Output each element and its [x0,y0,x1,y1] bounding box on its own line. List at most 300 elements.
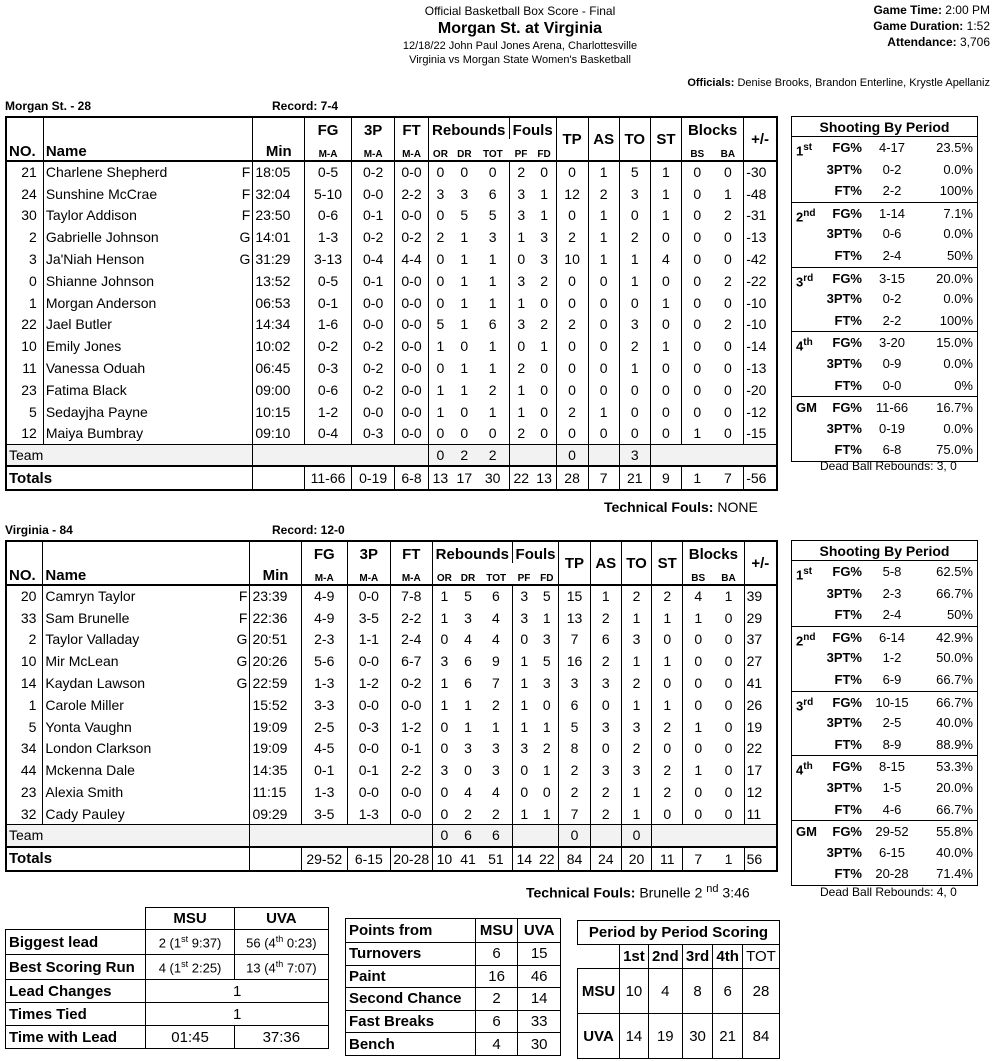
stat-pct: 15.0% [936,335,973,351]
stat-threep: 3-5 [347,607,390,629]
player-name-wrap [46,186,251,202]
player-name: Sunshine McCrae [45,185,158,202]
stat-ba: 2 [713,270,744,292]
player-name-wrap [45,653,247,669]
period-label [792,712,820,734]
col-ba: BA [713,139,744,161]
stat-made-att: 3-15 [878,270,906,286]
stat-ba: 0 [713,650,744,672]
period-scoring-title: Period by Period Scoring [578,921,780,945]
stat-threep: 0-0 [351,401,395,423]
period-sup: st [803,142,813,153]
points-uva: 33 [518,1010,561,1033]
stat-dr: 4 [464,631,472,648]
stat-made-att: 0-9 [882,355,902,371]
total-pm: 56 [744,847,777,871]
stat-as: 3 [590,672,621,694]
stat-dr: 6 [464,653,472,670]
player-row [6,803,777,825]
times-tied-row: Times Tied 1 [6,1003,329,1026]
shooting-row [792,583,977,605]
totals-row [6,847,777,871]
period-sup: nd [803,631,816,643]
points-from-label: Fast Breaks [346,1010,476,1033]
stat-or: 0 [428,248,452,270]
shooting-row [792,202,977,224]
period-label [792,288,820,310]
player-name: Shianne Johnson [45,272,155,289]
period-label [792,799,820,821]
player-row [6,270,777,292]
stat-label: FT% [834,607,862,623]
stat-plus-minus: 29 [744,607,777,629]
shooting-row [792,396,977,418]
player-name-cell [43,357,253,379]
stat-as: 2 [590,607,621,629]
player-name-wrap [46,295,251,311]
stat-dr: 1 [460,316,469,333]
stat-pct: 0.0% [943,226,973,242]
stat-fg: 4-9 [301,585,347,607]
stat-dr: 3 [464,609,472,626]
col-dr: DR [452,139,476,161]
team-label-msu: Morgan St. - 28 [5,99,92,113]
stat-dr: 5 [460,207,469,224]
player-number: 2 [6,629,43,651]
player-name: Vanessa Oduah [45,360,146,377]
stat-label: FG% [832,759,862,775]
stat-threep: 0-0 [351,183,395,205]
col-msu: MSU [475,919,518,943]
stat-pf: 1 [509,226,532,248]
stat-ft: 2-2 [390,759,432,781]
stat-to: 3 [619,314,650,336]
stat-made-att: 2-4 [882,607,902,623]
stat-plus-minus: 41 [744,672,777,694]
period-label [792,842,820,864]
stat-ba: 0 [713,738,744,760]
stat-ba: 0 [713,357,744,379]
team-blank-fouls [512,825,558,847]
totals-label: Totals [6,466,253,490]
stat-fg: 0-3 [305,357,352,379]
stat-dr: 0 [460,403,469,420]
player-name-cell [43,694,250,716]
shooting-row [792,180,977,202]
stat-made-att: 0-0 [882,377,902,393]
points-msu: 2 [475,988,518,1011]
stat-label: 3PT% [826,650,862,666]
player-number: 5 [6,401,43,423]
stat-label: FT% [834,312,862,328]
col-tot: TOT [476,139,509,161]
stat-to: 3 [619,183,650,205]
stat-fd: 0 [533,401,556,423]
stat-made-att: 0-2 [882,291,902,307]
stat-or: 0 [432,781,456,803]
stat-label: FG% [832,270,862,286]
stat-ba: 0 [713,401,744,423]
col-tp: TP [559,541,591,585]
stat-tp: 0 [556,357,588,379]
stat-tp: 0 [556,270,588,292]
stat-ft: 0-0 [390,803,432,825]
team-label: Team [6,444,253,466]
stat-pf: 3 [509,314,532,336]
stat-st: 0 [650,270,681,292]
total-tot: 51 [480,847,513,871]
stat-st: 0 [650,314,681,336]
total-or: 10 [432,847,456,871]
stat-plus-minus: -14 [744,335,777,357]
stat-minutes: 31:29 [253,248,305,270]
stat-minutes: 14:01 [253,226,305,248]
stat-tp: 10 [556,248,588,270]
total-st: 9 [650,466,681,490]
player-name-cell [43,423,253,445]
points-from-table [345,918,561,1056]
stat-dr: 4 [464,784,472,801]
stat-as: 0 [588,335,619,357]
stat-minutes: 32:04 [253,183,305,205]
stat-minutes: 22:59 [250,672,301,694]
col-ma: M-A [347,563,390,585]
stat-tot: 3 [476,226,509,248]
stat-ba: 0 [713,423,744,445]
player-name-wrap [45,588,247,604]
stat-ba: 0 [713,629,744,651]
game-duration: Game Duration: 1:52 [873,19,990,33]
player-name-wrap [46,273,251,289]
period-sup: rd [803,272,814,284]
stat-minutes: 20:26 [250,650,301,672]
stat-dr: 1 [460,294,469,311]
player-name: Camryn Taylor [45,588,136,605]
total-ba: 7 [713,466,744,490]
stat-bs: 0 [681,401,712,423]
stat-pf: 3 [512,738,535,760]
stat-st: 0 [652,738,683,760]
col-ma: M-A [305,139,352,161]
player-row [6,716,777,738]
col-ma: M-A [395,139,428,161]
period-label: 1st [796,142,813,159]
stat-label: FG% [832,824,862,840]
team-tp: 0 [556,444,588,466]
totals-label: Totals [6,847,250,871]
stat-ft: 0-0 [390,694,432,716]
period-score: 10 [620,969,649,1014]
stat-pct: 40.0% [936,844,973,860]
total-bs: 1 [681,466,712,490]
team-blank-end [650,444,777,466]
stat-plus-minus: 19 [744,716,777,738]
stat-ft: 0-0 [395,270,428,292]
stat-to: 2 [619,335,650,357]
stat-minutes: 19:09 [250,716,301,738]
stat-minutes: 06:45 [253,357,305,379]
player-name: Sedayjha Payne [45,403,148,420]
stat-pf: 3 [509,183,532,205]
player-name-wrap [46,360,251,376]
period-label [792,418,820,440]
points-from-row [346,943,561,966]
col-ma: M-A [390,563,432,585]
team-blank-as [590,825,621,847]
totals-blank-min [253,466,305,490]
stat-tp: 2 [556,401,588,423]
tech-fouls-uva: Technical Fouls: Brunelle 2 $^{nd}$ 3:46 [526,883,750,901]
stat-as: 0 [588,423,619,445]
stat-as: 6 [590,629,621,651]
stat-to: 1 [621,803,652,825]
stat-fd: 3 [533,248,556,270]
stat-fd: 0 [533,292,556,314]
stat-pf: 1 [509,401,532,423]
stat-label: FG% [832,205,862,221]
team-blank-end [652,825,777,847]
box-score-msu [5,116,778,491]
stat-bs: 0 [681,335,712,357]
stat-pct: 0.0% [943,420,973,436]
stat-made-att: 6-15 [878,844,906,860]
stat-fd: 5 [536,650,559,672]
player-name-cell [43,183,253,205]
col-fd: FD [536,563,559,585]
stat-fd: 3 [536,629,559,651]
col-ba: BA [713,563,744,585]
player-name-wrap [45,697,247,713]
period-label [792,310,820,332]
stat-to: 0 [619,205,650,227]
stat-ba: 0 [713,607,744,629]
stat-tot: 4 [480,781,513,803]
stat-plus-minus: -48 [744,183,777,205]
stat-label: FG% [832,564,862,579]
stat-ft: 2-2 [390,607,432,629]
stat-to: 1 [621,781,652,803]
player-name-cell [43,379,253,401]
stat-made-att: 1-5 [882,779,902,795]
stat-made-att: 2-3 [882,585,902,601]
stat-as: 1 [588,401,619,423]
shooting-by-period-uva [791,540,978,886]
totals-row [6,466,777,490]
player-name: Charlene Shepherd [45,164,168,181]
player-name: Ja'Niah Henson [45,251,145,268]
stat-label: 3PT% [826,585,862,601]
stat-or: 3 [428,183,452,205]
points-from-label: Second Chance [346,988,476,1011]
stat-tp: 0 [556,379,588,401]
stat-tot: 1 [476,357,509,379]
stat-as: 2 [588,183,619,205]
col-or: OR [432,563,456,585]
team-blank [253,444,428,466]
stat-threep: 0-0 [347,650,390,672]
totals-blank-min [250,847,301,871]
stat-tot: 0 [476,161,509,183]
stat-plus-minus: -20 [744,379,777,401]
player-number: 34 [6,738,43,760]
stat-as: 1 [588,161,619,183]
shooting-row [792,310,977,332]
period-score: 8 [682,969,713,1014]
player-name-wrap [45,784,247,800]
stat-as: 1 [588,205,619,227]
player-name-cell [43,248,253,270]
points-from-row [346,1010,561,1033]
stat-st: 1 [652,607,683,629]
shooting-row [792,267,977,289]
stat-dr: 2 [464,805,472,822]
stat-tp: 8 [559,738,591,760]
points-from-title: Points from [346,919,476,943]
period-score: 19 [648,1014,682,1059]
shooting-row [792,604,977,626]
period-sup: th [803,337,813,349]
stat-fg: 4-5 [301,738,347,760]
player-row [6,292,777,314]
stat-dr: 1 [460,229,469,246]
player-name-cell [43,803,250,825]
team-or: 0 [428,444,452,466]
player-name-wrap [45,610,247,626]
team-record-uva: Record: 12-0 [272,523,345,537]
period-team: UVA [578,1014,620,1059]
stat-ba: 0 [713,716,744,738]
stat-fd: 2 [536,738,559,760]
stat-bs: 1 [683,759,714,781]
points-from-row [346,965,561,988]
stat-label: FT% [834,377,862,393]
player-number: 14 [6,672,43,694]
stat-made-att: 8-15 [878,759,906,775]
period-label [792,863,820,885]
stat-minutes: 14:35 [250,759,301,781]
period-sup: st [803,566,813,577]
stat-dr: 1 [460,272,469,289]
stat-threep: 0-1 [351,205,395,227]
total-tp: 84 [559,847,591,871]
period-label: 2nd [796,631,816,649]
attendance: Attendance: 3,706 [887,35,990,49]
player-name-wrap [46,316,251,332]
shooting-row [792,755,977,777]
stat-tot: 2 [480,803,513,825]
stat-minutes: 10:15 [253,401,305,423]
shooting-row [792,820,977,842]
stat-made-att: 2-4 [882,247,902,263]
stat-tot: 1 [476,270,509,292]
msu-biggest-lead: 2 (1st 9:37) [146,930,234,955]
period-score: 28 [742,969,779,1014]
stat-plus-minus: -12 [744,401,777,423]
stat-made-att: 20-28 [875,866,909,882]
period-label [792,245,820,267]
stat-ft: 4-4 [395,248,428,270]
stat-minutes: 09:00 [253,379,305,401]
period-label [792,439,820,461]
stat-as: 3 [590,759,621,781]
stat-as: 1 [588,226,619,248]
player-name-wrap [46,404,251,420]
stat-pf: 1 [509,379,532,401]
stat-ft: 7-8 [390,585,432,607]
player-name: Taylor Valladay [45,631,140,648]
stat-ba: 2 [713,314,744,336]
stat-ft: 0-0 [395,379,428,401]
period-col: TOT [742,945,779,969]
period-label: 4th [796,761,813,778]
player-name-wrap [46,251,251,267]
stat-tp: 6 [559,694,591,716]
col-bs: BS [683,563,714,585]
stat-to: 0 [619,401,650,423]
stat-minutes: 19:09 [250,738,301,760]
stat-made-att: 2-5 [882,715,902,731]
team-to: 0 [621,825,652,847]
col-dr: DR [456,563,480,585]
player-name-wrap [45,762,247,778]
stat-bs: 0 [681,248,712,270]
col-name: Name [43,541,250,585]
col-fd: FD [533,139,556,161]
player-row [6,226,777,248]
col-fouls: Fouls [509,117,556,139]
stat-st: 0 [652,803,683,825]
stat-minutes: 11:15 [250,781,301,803]
period-label: 4th [796,337,813,354]
total-fg: 11-66 [305,466,352,490]
stat-fg: 3-13 [305,248,352,270]
stat-fd: 3 [533,226,556,248]
stat-bs: 0 [683,629,714,651]
stat-minutes: 09:10 [253,423,305,445]
col-as: AS [590,541,621,585]
stat-st: 1 [652,694,683,716]
stat-tp: 15 [559,585,591,607]
stat-bs: 1 [683,716,714,738]
stat-tp: 0 [556,205,588,227]
stat-tp: 5 [559,716,591,738]
stat-fd: 1 [536,716,559,738]
stat-label: FG% [832,400,862,416]
col-st: ST [650,117,681,161]
stat-minutes: 23:50 [253,205,305,227]
stat-label: FT% [834,801,862,817]
total-fg: 29-52 [301,847,347,871]
stat-plus-minus: -10 [744,314,777,336]
player-name: Taylor Addison [45,207,137,224]
total-ft: 20-28 [390,847,432,871]
player-name-cell [43,401,253,423]
stat-st: 1 [650,183,681,205]
player-number: 1 [6,292,43,314]
stat-st: 0 [650,357,681,379]
stat-ba: 1 [713,585,744,607]
player-number: 21 [6,161,43,183]
stat-tot: 1 [476,248,509,270]
stat-or: 0 [432,738,456,760]
uva-biggest-lead: 56 (4th 0:23) [234,930,328,955]
shooting-row [792,331,977,353]
col-st: ST [652,541,683,585]
period-sup: rd [803,696,814,708]
stat-tp: 2 [559,759,591,781]
stat-fg: 4-9 [301,607,347,629]
shooting-row [792,288,977,310]
